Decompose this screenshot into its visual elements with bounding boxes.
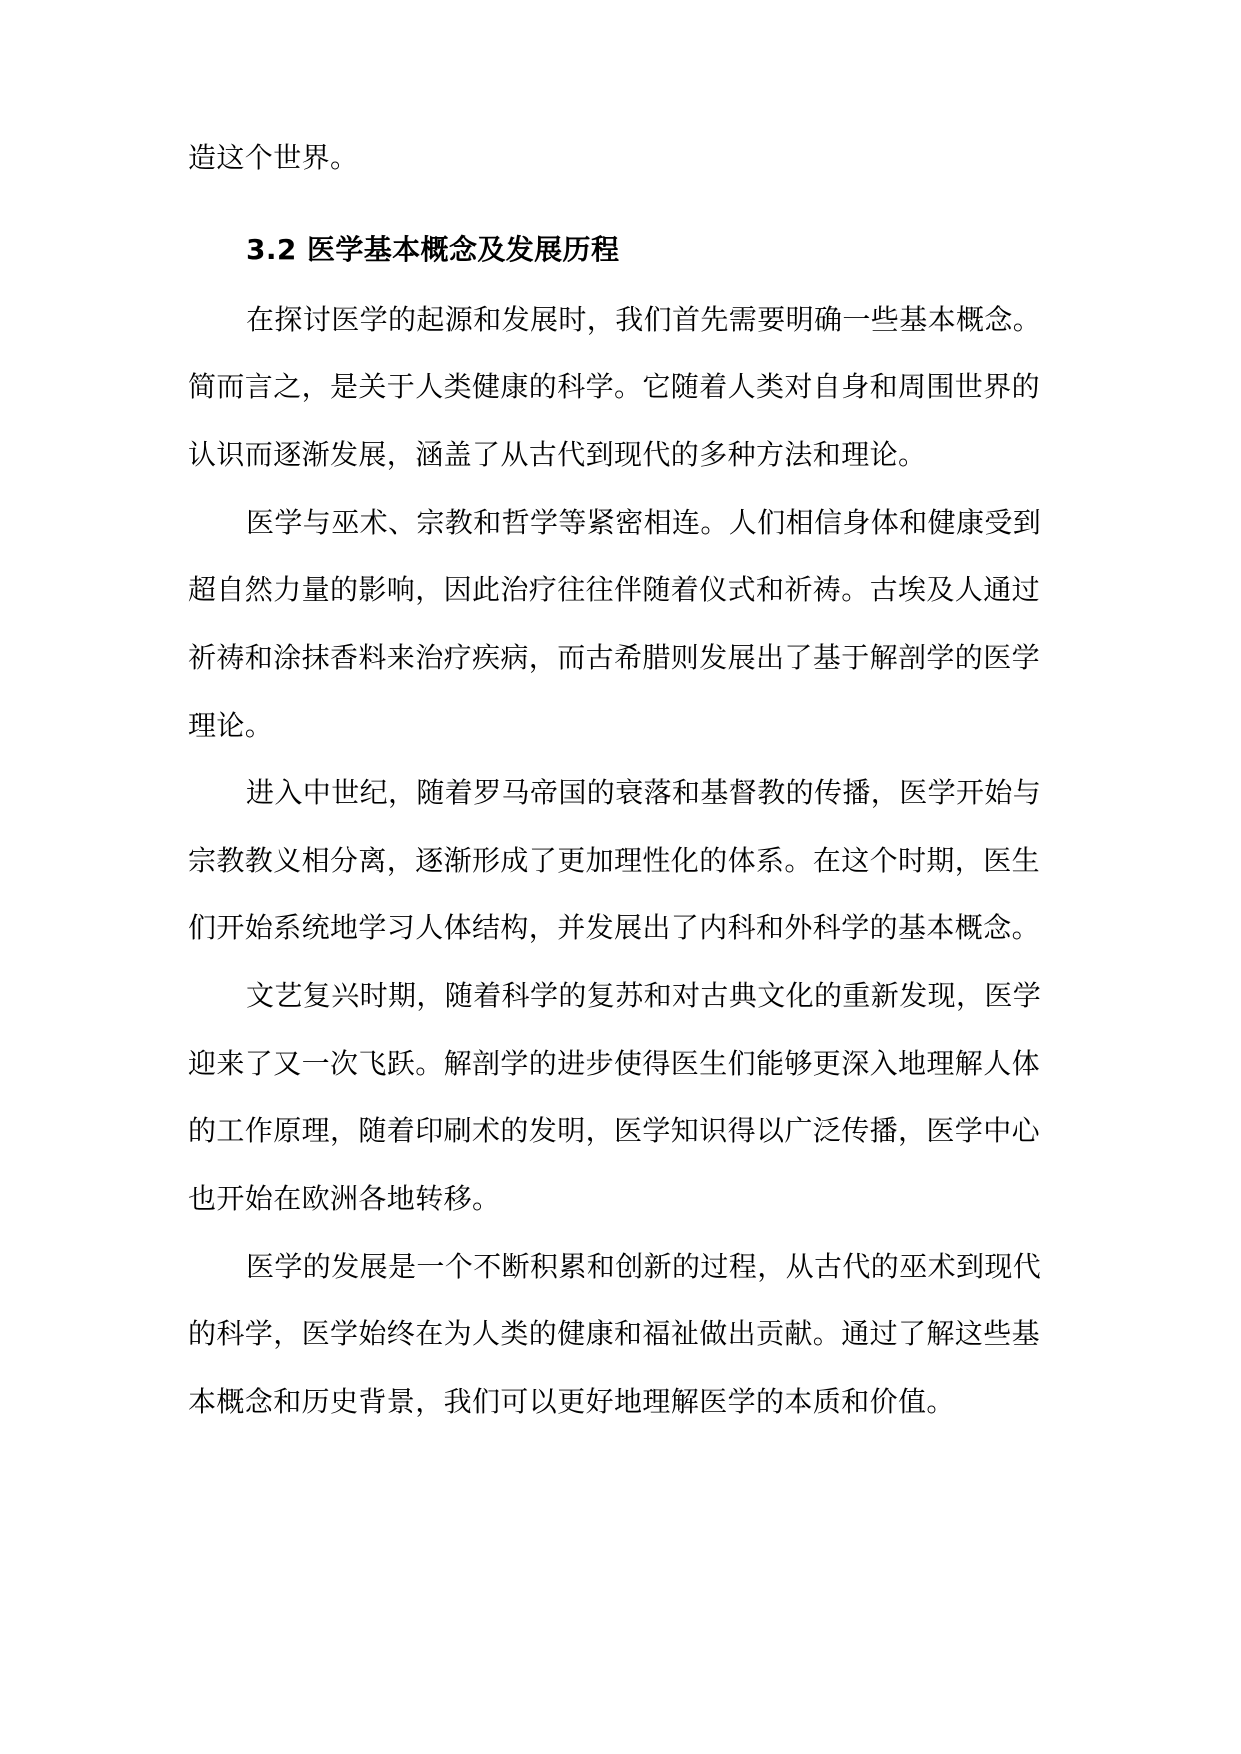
paragraph-line: 迎来了又一次飞跃。解剖学的进步使得医生们能够更深入地理解人体 <box>188 1047 1041 1080</box>
paragraph-line: 的科学，医学始终在为人类的健康和福祉做出贡献。通过了解这些基 <box>188 1317 1041 1350</box>
paragraph-line: 超自然力量的影响，因此治疗往往伴随着仪式和祈祷。古埃及人通过 <box>188 573 1041 606</box>
paragraph-line: 祈祷和涂抹香料来治疗疾病，而古希腊则发展出了基于解剖学的医学 <box>188 641 1041 674</box>
paragraph-line: 文艺复兴时期，随着科学的复苏和对古典文化的重新发现，医学 <box>246 979 1042 1012</box>
paragraph-line: 也开始在欧洲各地转移。 <box>188 1182 501 1215</box>
text-line: 造这个世界。 <box>188 141 359 174</box>
paragraph-line: 理论。 <box>188 709 274 742</box>
paragraph-line: 在探讨医学的起源和发展时，我们首先需要明确一些基本概念。 <box>246 303 1042 336</box>
paragraph-line: 的工作原理，随着印刷术的发明，医学知识得以广泛传播，医学中心 <box>188 1114 1041 1147</box>
paragraph-line: 医学的发展是一个不断积累和创新的过程，从古代的巫术到现代 <box>246 1250 1042 1283</box>
paragraph-line: 宗教教义相分离，逐渐形成了更加理性化的体系。在这个时期，医生 <box>188 844 1041 877</box>
section-heading: 3.2 医学基本概念及发展历程 <box>246 233 620 266</box>
paragraph-line: 进入中世纪，随着罗马帝国的衰落和基督教的传播，医学开始与 <box>246 776 1042 809</box>
paragraph-line: 认识而逐渐发展，涵盖了从古代到现代的多种方法和理论。 <box>188 438 927 471</box>
paragraph-line: 医学与巫术、宗教和哲学等紧密相连。人们相信身体和健康受到 <box>246 506 1042 539</box>
paragraph-line: 本概念和历史背景，我们可以更好地理解医学的本质和价值。 <box>188 1385 955 1418</box>
paragraph-line: 们开始系统地学习人体结构，并发展出了内科和外科学的基本概念。 <box>188 911 1041 944</box>
paragraph-line: 简而言之，是关于人类健康的科学。它随着人类对自身和周围世界的 <box>188 370 1041 403</box>
